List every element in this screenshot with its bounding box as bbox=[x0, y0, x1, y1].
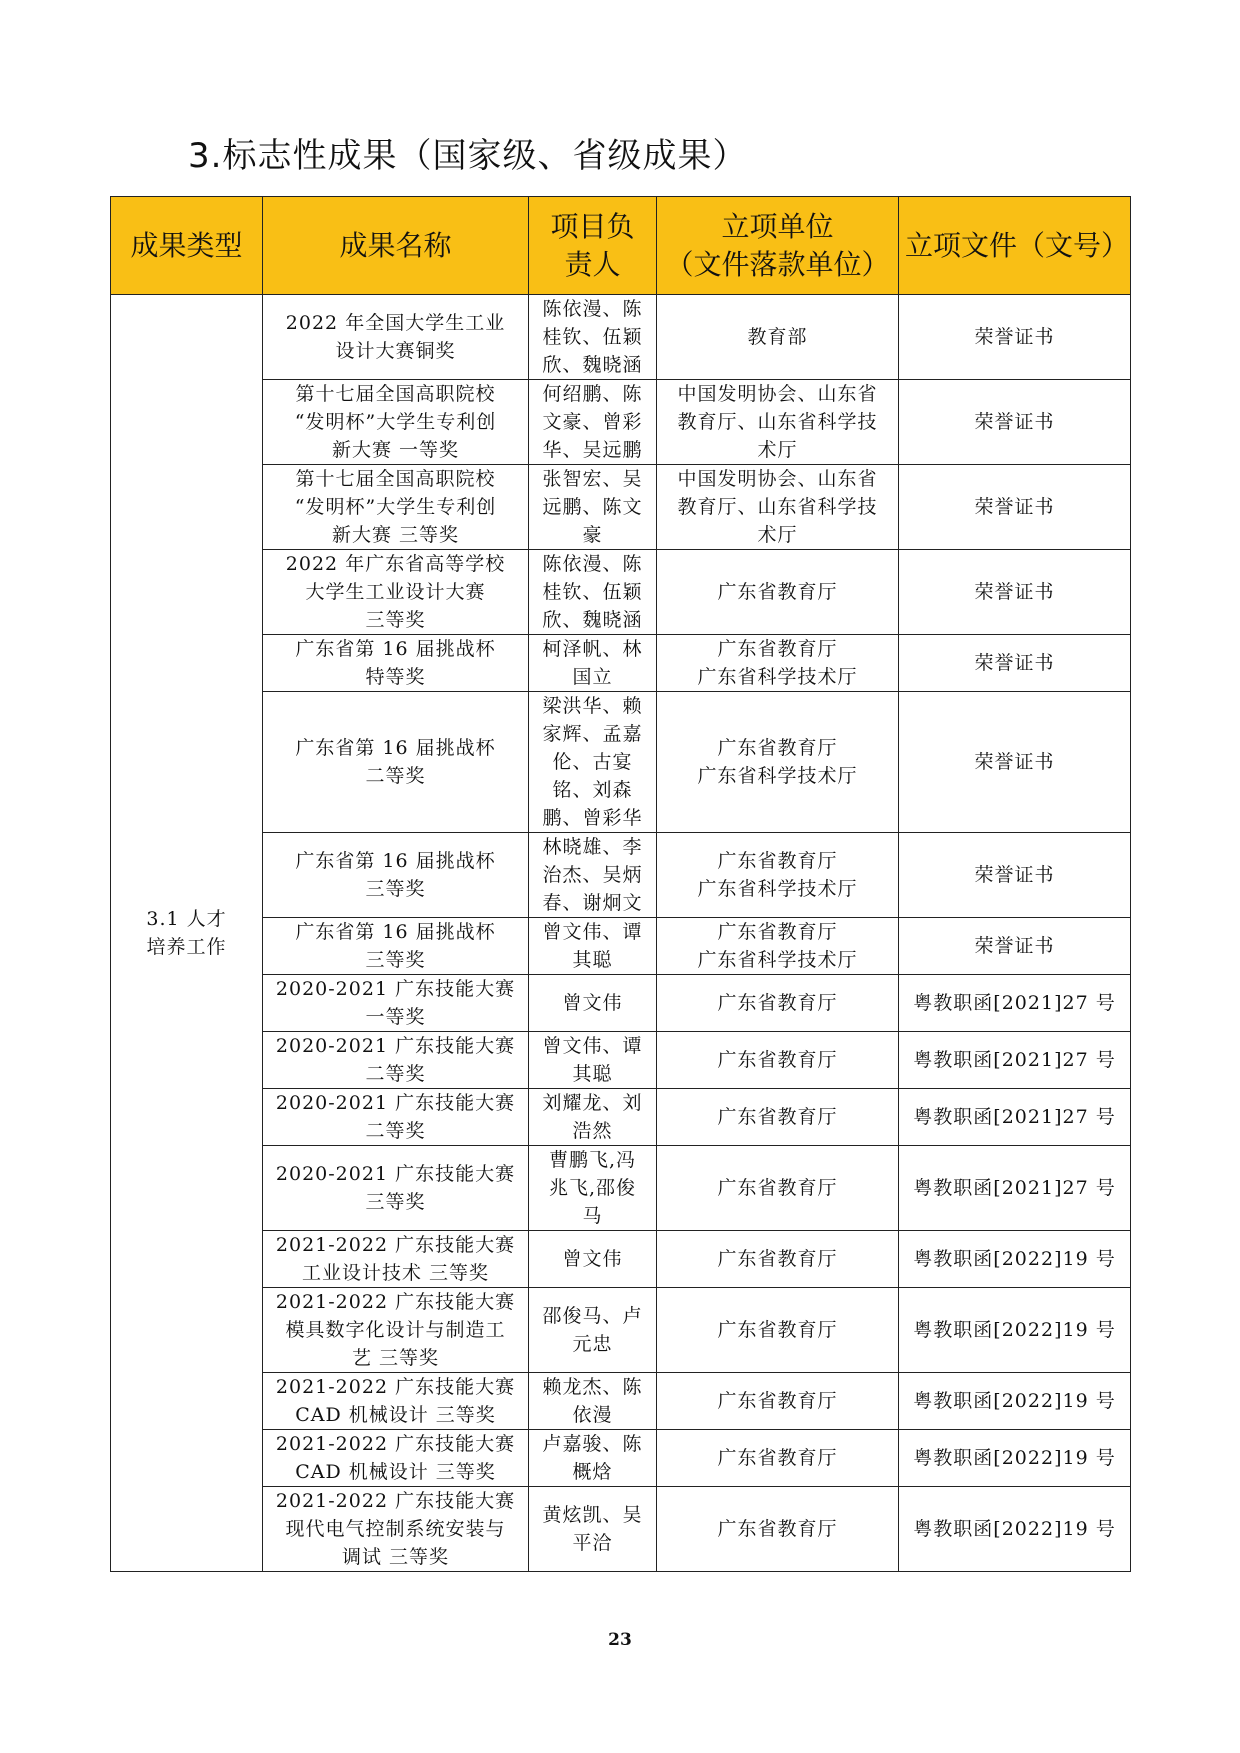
achievement-name-cell-line: 艺 三等奖 bbox=[351, 1347, 440, 1369]
issuing-unit-cell-line: 广东省教育厅 bbox=[717, 1390, 838, 1412]
leader-cell bbox=[529, 1430, 657, 1487]
leader-cell bbox=[529, 918, 657, 975]
issuing-unit-cell-line: 广东省教育厅 bbox=[717, 1447, 838, 1469]
table-row bbox=[111, 295, 1131, 380]
leader-cell bbox=[529, 1032, 657, 1089]
document-cell: 荣誉证书 bbox=[899, 635, 1131, 692]
issuing-unit-cell-line: 广东省科学技术厅 bbox=[697, 949, 858, 971]
achievement-name-cell-line: 新大赛 三等奖 bbox=[331, 524, 460, 546]
leader-cell-line: 桂钦、伍颖 bbox=[542, 326, 643, 348]
achievement-name-cell-line: 调试 三等奖 bbox=[341, 1546, 450, 1568]
table-row bbox=[111, 975, 1131, 1032]
table-row bbox=[111, 1032, 1131, 1089]
achievement-name-cell-line: 2022 年广东省高等学校 bbox=[285, 553, 506, 575]
document-cell: 荣誉证书 bbox=[899, 833, 1131, 918]
leader-cell-line: 卢嘉骏、陈 bbox=[542, 1433, 643, 1455]
leader-cell-line: 曾文伟 bbox=[562, 992, 623, 1014]
issuing-unit-cell bbox=[657, 1089, 899, 1146]
leader-cell-line: 其聪 bbox=[572, 1063, 613, 1085]
achievement-name-cell-line: 三等奖 bbox=[365, 878, 426, 900]
achievement-name-cell-line: “发明杯”大学生专利创 bbox=[294, 411, 497, 433]
issuing-unit-cell-line: 广东省科学技术厅 bbox=[697, 765, 858, 787]
leader-cell-line: 浩然 bbox=[572, 1120, 613, 1142]
leader-cell-line: 何绍鹏、陈 bbox=[542, 383, 643, 405]
issuing-unit-cell-line: 广东省教育厅 bbox=[717, 921, 838, 943]
header-leader-line: 项目负 bbox=[550, 209, 635, 243]
table-body bbox=[111, 295, 1131, 1572]
leader-cell-line: 远鹏、陈文 bbox=[542, 496, 643, 518]
document-cell: 粤教职函[2022]19 号 bbox=[899, 1487, 1131, 1572]
achievement-name-cell bbox=[263, 1487, 529, 1572]
leader-cell-line: 张智宏、吴 bbox=[542, 468, 643, 490]
issuing-unit-cell bbox=[657, 833, 899, 918]
achievement-name-cell-line: 广东省第 16 届挑战杯 bbox=[295, 921, 496, 943]
document-cell: 荣誉证书 bbox=[899, 692, 1131, 833]
achievement-name-cell bbox=[263, 550, 529, 635]
category-cell-line: 3.1 人才 bbox=[146, 908, 227, 930]
achievements-table bbox=[110, 196, 1131, 1572]
issuing-unit-cell-line: 广东省教育厅 bbox=[717, 1248, 838, 1270]
issuing-unit-cell bbox=[657, 1288, 899, 1373]
achievement-name-cell-line: 广东省第 16 届挑战杯 bbox=[295, 850, 496, 872]
leader-cell-line: 黄炫凯、吴 bbox=[542, 1504, 643, 1526]
leader-cell-line: 家辉、孟嘉 bbox=[542, 723, 643, 745]
leader-cell bbox=[529, 833, 657, 918]
achievement-name-cell-line: 二等奖 bbox=[365, 765, 426, 787]
leader-cell-line: 治杰、吴炳 bbox=[542, 864, 643, 886]
achievement-name-cell-line: 三等奖 bbox=[365, 609, 426, 631]
issuing-unit-cell-line: 广东省教育厅 bbox=[717, 1518, 838, 1540]
achievement-name-cell-line: 三等奖 bbox=[365, 1191, 426, 1213]
achievement-name-cell bbox=[263, 1032, 529, 1089]
table-row bbox=[111, 1089, 1131, 1146]
document-cell: 荣誉证书 bbox=[899, 550, 1131, 635]
document-cell: 粤教职函[2021]27 号 bbox=[899, 1146, 1131, 1231]
leader-cell bbox=[529, 692, 657, 833]
achievement-name-cell-line: “发明杯”大学生专利创 bbox=[294, 496, 497, 518]
leader-cell-line: 铭、刘森 bbox=[552, 779, 633, 801]
leader-cell-line: 依漫 bbox=[572, 1404, 613, 1426]
issuing-unit-cell bbox=[657, 975, 899, 1032]
leader-cell bbox=[529, 465, 657, 550]
achievement-name-cell-line: 三等奖 bbox=[365, 949, 426, 971]
achievement-name-cell bbox=[263, 1146, 529, 1231]
achievement-name-cell-line: 2021-2022 广东技能大赛 bbox=[275, 1291, 516, 1313]
leader-cell-line: 马 bbox=[582, 1205, 603, 1227]
issuing-unit-cell bbox=[657, 1430, 899, 1487]
issuing-unit-cell-line: 广东省教育厅 bbox=[717, 850, 838, 872]
leader-cell bbox=[529, 295, 657, 380]
leader-cell bbox=[529, 635, 657, 692]
header-leader-line: 责人 bbox=[564, 247, 621, 281]
issuing-unit-cell-line: 广东省教育厅 bbox=[717, 1049, 838, 1071]
issuing-unit-cell-line: 教育厅、山东省科学技 bbox=[677, 411, 878, 433]
leader-cell bbox=[529, 550, 657, 635]
achievement-name-cell-line: CAD 机械设计 三等奖 bbox=[295, 1404, 496, 1426]
category-cell bbox=[111, 295, 263, 1572]
achievement-name-cell-line: 特等奖 bbox=[365, 666, 426, 688]
achievement-name-cell bbox=[263, 692, 529, 833]
table-row bbox=[111, 1430, 1131, 1487]
leader-cell-line: 豪 bbox=[582, 524, 603, 546]
achievement-name-cell bbox=[263, 918, 529, 975]
achievement-name-cell-line: 二等奖 bbox=[365, 1120, 426, 1142]
leader-cell-line: 概焓 bbox=[572, 1461, 613, 1483]
issuing-unit-cell bbox=[657, 692, 899, 833]
achievement-name-cell bbox=[263, 975, 529, 1032]
header-name: 成果名称 bbox=[263, 197, 529, 295]
achievement-name-cell-line: 2020-2021 广东技能大赛 bbox=[275, 978, 516, 1000]
achievement-name-cell-line: 二等奖 bbox=[365, 1063, 426, 1085]
header-category: 成果类型 bbox=[111, 197, 263, 295]
leader-cell-line: 林晓雄、李 bbox=[542, 836, 643, 858]
achievement-name-cell-line: 广东省第 16 届挑战杯 bbox=[295, 737, 496, 759]
leader-cell-line: 兆飞,邵俊 bbox=[548, 1177, 637, 1199]
category-cell-line: 培养工作 bbox=[146, 936, 227, 958]
page-number: 23 bbox=[608, 1630, 632, 1650]
achievement-name-cell bbox=[263, 1288, 529, 1373]
table-row bbox=[111, 635, 1131, 692]
achievement-name-cell bbox=[263, 380, 529, 465]
leader-cell-line: 梁洪华、赖 bbox=[542, 695, 643, 717]
leader-cell-line: 平洽 bbox=[572, 1532, 613, 1554]
achievement-name-cell bbox=[263, 295, 529, 380]
leader-cell bbox=[529, 1288, 657, 1373]
document-cell: 粤教职函[2022]19 号 bbox=[899, 1231, 1131, 1288]
achievement-name-cell bbox=[263, 635, 529, 692]
achievement-name-cell-line: 现代电气控制系统安装与 bbox=[285, 1518, 506, 1540]
issuing-unit-cell-line: 广东省教育厅 bbox=[717, 638, 838, 660]
leader-cell-line: 曾文伟、谭 bbox=[542, 1035, 643, 1057]
leader-cell-line: 国立 bbox=[572, 666, 613, 688]
document-cell: 粤教职函[2021]27 号 bbox=[899, 1089, 1131, 1146]
achievement-name-cell-line: 2021-2022 广东技能大赛 bbox=[275, 1234, 516, 1256]
leader-cell-line: 曾文伟、谭 bbox=[542, 921, 643, 943]
leader-cell-line: 华、吴远鹏 bbox=[542, 439, 643, 461]
table-row bbox=[111, 550, 1131, 635]
achievement-name-cell-line: 大学生工业设计大赛 bbox=[305, 581, 486, 603]
leader-cell-line: 陈依漫、陈 bbox=[542, 553, 643, 575]
issuing-unit-cell-line: 广东省科学技术厅 bbox=[697, 666, 858, 688]
achievement-name-cell-line: 广东省第 16 届挑战杯 bbox=[295, 638, 496, 660]
issuing-unit-cell-line: 术厅 bbox=[757, 439, 798, 461]
issuing-unit-cell bbox=[657, 1146, 899, 1231]
leader-cell-line: 文豪、曾彩 bbox=[542, 411, 643, 433]
achievement-name-cell-line: 第十七届全国高职院校 bbox=[295, 383, 496, 405]
leader-cell-line: 曾文伟 bbox=[562, 1248, 623, 1270]
achievement-name-cell-line: 工业设计技术 三等奖 bbox=[301, 1262, 490, 1284]
issuing-unit-cell bbox=[657, 380, 899, 465]
leader-cell-line: 其聪 bbox=[572, 949, 613, 971]
issuing-unit-cell bbox=[657, 465, 899, 550]
issuing-unit-cell-line: 广东省教育厅 bbox=[717, 1106, 838, 1128]
header-leader bbox=[529, 197, 657, 295]
leader-cell-line: 桂钦、伍颖 bbox=[542, 581, 643, 603]
issuing-unit-cell-line: 广东省教育厅 bbox=[717, 1319, 838, 1341]
leader-cell bbox=[529, 380, 657, 465]
issuing-unit-cell-line: 广东省教育厅 bbox=[717, 581, 838, 603]
issuing-unit-cell bbox=[657, 295, 899, 380]
document-cell: 荣誉证书 bbox=[899, 465, 1131, 550]
issuing-unit-cell bbox=[657, 635, 899, 692]
table-header-row bbox=[111, 197, 1131, 295]
leader-cell bbox=[529, 1146, 657, 1231]
achievement-name-cell-line: 2021-2022 广东技能大赛 bbox=[275, 1376, 516, 1398]
table-row bbox=[111, 1231, 1131, 1288]
leader-cell bbox=[529, 975, 657, 1032]
issuing-unit-cell bbox=[657, 1231, 899, 1288]
leader-cell-line: 柯泽帆、林 bbox=[542, 638, 643, 660]
achievement-name-cell-line: 2020-2021 广东技能大赛 bbox=[275, 1163, 516, 1185]
leader-cell-line: 刘耀龙、刘 bbox=[542, 1092, 643, 1114]
issuing-unit-cell-line: 广东省教育厅 bbox=[717, 992, 838, 1014]
issuing-unit-cell bbox=[657, 1373, 899, 1430]
header-unit-line: 立项单位 bbox=[721, 209, 834, 243]
issuing-unit-cell bbox=[657, 918, 899, 975]
leader-cell-line: 欣、魏晓涵 bbox=[542, 609, 643, 631]
document-cell: 粤教职函[2022]19 号 bbox=[899, 1430, 1131, 1487]
achievement-name-cell bbox=[263, 465, 529, 550]
issuing-unit-cell-line: 中国发明协会、山东省 bbox=[677, 468, 878, 490]
document-cell: 荣誉证书 bbox=[899, 918, 1131, 975]
achievement-name-cell-line: 2020-2021 广东技能大赛 bbox=[275, 1092, 516, 1114]
achievement-name-cell-line: CAD 机械设计 三等奖 bbox=[295, 1461, 496, 1483]
issuing-unit-cell-line: 广东省教育厅 bbox=[717, 737, 838, 759]
achievement-name-cell bbox=[263, 1089, 529, 1146]
header-unit bbox=[657, 197, 899, 295]
leader-cell bbox=[529, 1231, 657, 1288]
table-row bbox=[111, 1146, 1131, 1231]
document-cell: 粤教职函[2021]27 号 bbox=[899, 975, 1131, 1032]
issuing-unit-cell-line: 术厅 bbox=[757, 524, 798, 546]
leader-cell-line: 春、谢炯文 bbox=[542, 892, 643, 914]
leader-cell-line: 陈依漫、陈 bbox=[542, 298, 643, 320]
achievement-name-cell-line: 第十七届全国高职院校 bbox=[295, 468, 496, 490]
achievement-name-cell bbox=[263, 1430, 529, 1487]
leader-cell-line: 赖龙杰、陈 bbox=[542, 1376, 643, 1398]
achievement-name-cell-line: 新大赛 一等奖 bbox=[331, 439, 460, 461]
issuing-unit-cell bbox=[657, 1487, 899, 1572]
achievement-name-cell-line: 2021-2022 广东技能大赛 bbox=[275, 1433, 516, 1455]
header-unit-line: （文件落款单位） bbox=[665, 247, 890, 281]
section-heading: 3.标志性成果（国家级、省级成果） bbox=[188, 136, 748, 176]
header-document: 立项文件（文号） bbox=[899, 197, 1131, 295]
issuing-unit-cell-line: 广东省教育厅 bbox=[717, 1177, 838, 1199]
table-row bbox=[111, 1487, 1131, 1572]
document-cell: 粤教职函[2022]19 号 bbox=[899, 1288, 1131, 1373]
leader-cell bbox=[529, 1089, 657, 1146]
leader-cell-line: 欣、魏晓涵 bbox=[542, 354, 643, 376]
issuing-unit-cell-line: 教育厅、山东省科学技 bbox=[677, 496, 878, 518]
table-row bbox=[111, 833, 1131, 918]
achievement-name-cell-line: 模具数字化设计与制造工 bbox=[285, 1319, 506, 1341]
table-row bbox=[111, 692, 1131, 833]
document-cell: 粤教职函[2022]19 号 bbox=[899, 1373, 1131, 1430]
table-row bbox=[111, 465, 1131, 550]
document-cell: 粤教职函[2021]27 号 bbox=[899, 1032, 1131, 1089]
issuing-unit-cell-line: 教育部 bbox=[747, 326, 808, 348]
leader-cell-line: 元忠 bbox=[572, 1333, 613, 1355]
issuing-unit-cell-line: 中国发明协会、山东省 bbox=[677, 383, 878, 405]
achievement-name-cell-line: 2020-2021 广东技能大赛 bbox=[275, 1035, 516, 1057]
leader-cell-line: 邵俊马、卢 bbox=[542, 1305, 643, 1327]
issuing-unit-cell bbox=[657, 550, 899, 635]
table-row bbox=[111, 918, 1131, 975]
document-cell: 荣誉证书 bbox=[899, 380, 1131, 465]
table-row bbox=[111, 1373, 1131, 1430]
document-cell: 荣誉证书 bbox=[899, 295, 1131, 380]
leader-cell-line: 伦、古宴 bbox=[552, 751, 633, 773]
leader-cell bbox=[529, 1487, 657, 1572]
achievement-name-cell-line: 一等奖 bbox=[365, 1006, 426, 1028]
achievement-name-cell bbox=[263, 1373, 529, 1430]
achievement-name-cell-line: 2021-2022 广东技能大赛 bbox=[275, 1490, 516, 1512]
table-row bbox=[111, 1288, 1131, 1373]
leader-cell-line: 鹏、曾彩华 bbox=[542, 807, 643, 829]
achievement-name-cell bbox=[263, 833, 529, 918]
issuing-unit-cell bbox=[657, 1032, 899, 1089]
issuing-unit-cell-line: 广东省科学技术厅 bbox=[697, 878, 858, 900]
achievement-name-cell bbox=[263, 1231, 529, 1288]
leader-cell-line: 曹鹏飞,冯 bbox=[548, 1149, 637, 1171]
leader-cell bbox=[529, 1373, 657, 1430]
achievement-name-cell-line: 设计大赛铜奖 bbox=[335, 340, 456, 362]
table-row bbox=[111, 380, 1131, 465]
achievement-name-cell-line: 2022 年全国大学生工业 bbox=[285, 312, 506, 334]
